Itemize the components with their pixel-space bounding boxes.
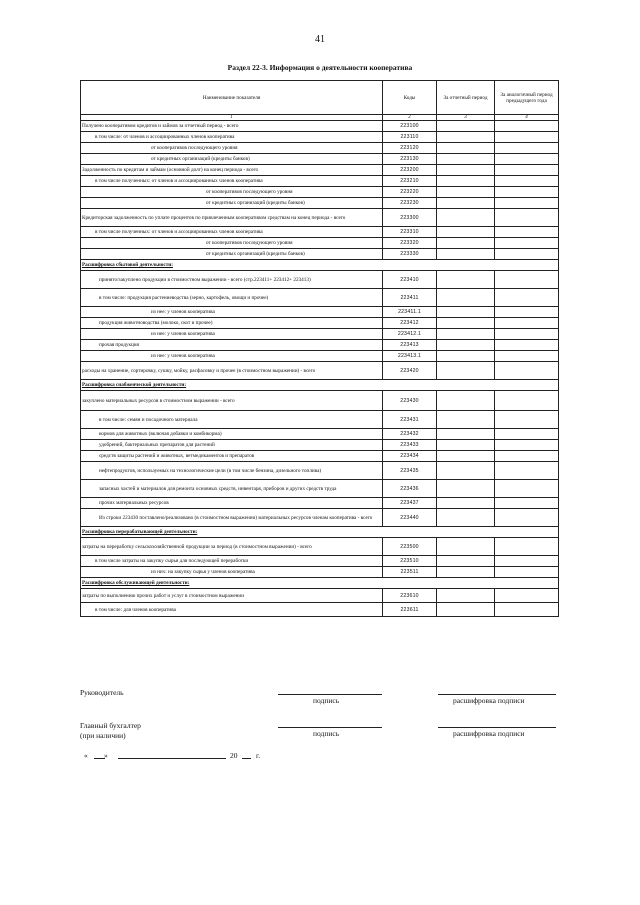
row-code: 223432 [383,429,437,440]
table-row [81,362,559,380]
table-row [81,329,559,340]
indicator-name: прочих материальных ресурсов [81,498,383,509]
previous-period-cell[interactable] [495,440,559,451]
table-row [81,351,559,362]
current-period-cell[interactable] [437,391,495,411]
accountant-sign-caption: подпись [313,729,340,738]
previous-period-cell[interactable] [495,132,559,143]
current-period-cell[interactable] [437,451,495,462]
table-row [81,209,559,227]
previous-period-cell[interactable] [495,391,559,411]
indicator-name: прочая продукция [81,340,383,351]
previous-period-cell[interactable] [495,329,559,340]
current-period-cell[interactable] [437,329,495,340]
table-row [81,440,559,451]
row-code: 223437 [383,498,437,509]
indicator-name: кормов для животных (включая добавки и комбикорма) [81,429,383,440]
table-row [81,121,559,132]
row-code: 223440 [383,509,437,527]
row-code: 223611 [383,603,437,617]
current-period-cell[interactable] [437,271,495,289]
indicator-name: затраты по выполнению прочих работ и услуг в стоимостном выражении [81,589,383,603]
previous-period-cell[interactable] [495,176,559,187]
table-row [81,451,559,462]
table-row [81,603,559,617]
row-code: 223320 [383,238,437,249]
date-year-suffix: г. [256,751,261,760]
table-row [81,176,559,187]
current-period-cell[interactable] [437,132,495,143]
current-period-cell[interactable] [437,176,495,187]
current-period-cell[interactable] [437,603,495,617]
section-title: Раздел 22-3. Информация о деятельности кооператива [227,63,413,72]
previous-period-cell[interactable] [495,538,559,556]
row-code: 223434 [383,451,437,462]
indicator-name: средств защиты растений и животных, ветмедикаментов и препаратов [81,451,383,462]
indicator-name: от кооперативов последующего уровня [81,143,383,154]
table-row [81,238,559,249]
row-code: 223510 [383,556,437,567]
table-header-row [81,81,559,115]
row-code: 223610 [383,589,437,603]
row-code: 223230 [383,198,437,209]
current-period-cell[interactable] [437,589,495,603]
previous-period-cell[interactable] [495,340,559,351]
indicator-name: затраты на переработку сельскохозяйственной продукции за период (в стоимостном выражении) - всего [81,538,383,556]
table-row [81,154,559,165]
table-row [81,249,559,260]
accountant-signature-line [278,727,382,728]
table-row [81,307,559,318]
head-decode-caption: расшифровка подписи [453,696,525,705]
indicator-name: из нее: у членов кооператива [81,351,383,362]
accountant-label: Главный бухгалтер [80,721,141,730]
table-row [81,198,559,209]
previous-period-cell[interactable] [495,480,559,498]
previous-period-cell[interactable] [495,143,559,154]
current-period-cell[interactable] [437,440,495,451]
current-period-cell[interactable] [437,121,495,132]
table-row [81,538,559,556]
date-quote-open: « [84,751,88,760]
row-code: 223412.1 [383,329,437,340]
head-decode-line [438,694,556,695]
section-header-row [81,527,559,538]
indicator-name: продукция животноводства (молоко, скот и прочее) [81,318,383,329]
table-row [81,391,559,411]
previous-period-cell[interactable] [495,451,559,462]
row-code: 223100 [383,121,437,132]
current-period-cell[interactable] [437,429,495,440]
row-code: 223200 [383,165,437,176]
row-code: 223435 [383,462,437,480]
current-period-cell[interactable] [437,480,495,498]
row-code: 223412 [383,318,437,329]
row-code: 223120 [383,143,437,154]
date-year-line [242,758,251,759]
current-period-cell[interactable] [437,165,495,176]
previous-period-cell[interactable] [495,154,559,165]
row-code: 223413.1 [383,351,437,362]
indicator-name: расходы на хранение, сортировку, сушку, мойку, расфасовку и прочее (в стоимостном выражении) - всего [81,362,383,380]
previous-period-cell[interactable] [495,238,559,249]
row-code: 223413 [383,340,437,351]
previous-period-cell[interactable] [495,165,559,176]
section-header-row [81,260,559,271]
row-code: 223433 [383,440,437,451]
previous-period-cell[interactable] [495,121,559,132]
current-period-cell[interactable] [437,318,495,329]
current-period-cell[interactable] [437,307,495,318]
current-period-cell[interactable] [437,462,495,480]
column-index: 3 [437,115,495,121]
previous-period-cell[interactable] [495,351,559,362]
accountant-decode-caption: расшифровка подписи [453,729,525,738]
table-row [81,187,559,198]
previous-period-cell[interactable] [495,271,559,289]
date-quote-close: » [104,751,108,760]
indicator-name: в том числе полученных: от членов и ассоциированных членов кооператива [81,176,383,187]
date-year-prefix: 20 [230,751,238,760]
table-row [81,411,559,429]
table-row [81,132,559,143]
previous-period-cell[interactable] [495,198,559,209]
indicator-name: Получено кооперативом кредитов и займов за отчетный период - всего [81,121,383,132]
head-signature-line [278,694,382,695]
row-code: 223130 [383,154,437,165]
table-row [81,289,559,307]
previous-period-cell[interactable] [495,498,559,509]
table-row [81,589,559,603]
indicator-name: запасных частей и материалов для ремонта основных средств, инвентаря, приборов и других средств труда [81,480,383,498]
section-heading: Расшифровка снабженческой деятельности: [81,380,559,391]
indicator-name: удобрений, бактериальных препаратов для растений [81,440,383,451]
table-row [81,498,559,509]
row-code: 223310 [383,227,437,238]
section-heading: Расшифровка сбытовой деятельности: [81,260,559,271]
current-period-cell[interactable] [437,143,495,154]
row-code: 223330 [383,249,437,260]
table-row [81,509,559,527]
row-code: 223431 [383,411,437,429]
previous-period-cell[interactable] [495,411,559,429]
head-sign-caption: подпись [313,696,340,705]
row-code: 223511 [383,567,437,578]
current-period-cell[interactable] [437,351,495,362]
indicator-name: от кооперативов последующего уровня [81,238,383,249]
previous-period-cell[interactable] [495,589,559,603]
indicator-name: от кооперативов последующего уровня [81,187,383,198]
header-name: Наименование показателя [81,81,383,115]
accountant-decode-line [438,727,556,728]
page-number: 41 [315,34,325,45]
section-heading: Расшифровка перерабатывающей деятельности: [81,527,559,538]
indicator-name: в том числе затраты на закупку сырья для последующей переработки [81,556,383,567]
header-previous-period: За аналогичный период предыдущего года [495,81,559,115]
header-code: Коды [383,81,437,115]
indicator-name: в том числе: семян и посадочного материала [81,411,383,429]
row-code: 223436 [383,480,437,498]
row-code: 223430 [383,391,437,411]
previous-period-cell[interactable] [495,318,559,329]
current-period-cell[interactable] [437,289,495,307]
table-row [81,227,559,238]
table-row [81,143,559,154]
row-code: 223411.1 [383,307,437,318]
current-period-cell[interactable] [437,556,495,567]
table-row [81,165,559,176]
accountant-optional-note: (при наличии) [80,731,126,740]
report-table [80,80,559,617]
previous-period-cell[interactable] [495,567,559,578]
date-month-line [118,758,226,759]
current-period-cell[interactable] [437,209,495,227]
head-label: Руководитель [80,688,124,697]
previous-period-cell[interactable] [495,187,559,198]
table-row [81,429,559,440]
table-row [81,318,559,329]
indicator-name: в том числе: для членов кооператива [81,603,383,617]
row-code: 223411 [383,289,437,307]
previous-period-cell[interactable] [495,307,559,318]
previous-period-cell[interactable] [495,603,559,617]
row-code: 223500 [383,538,437,556]
indicator-name: от кредитных организаций (кредиты банков) [81,154,383,165]
column-index: 2 [383,115,437,121]
current-period-cell[interactable] [437,154,495,165]
current-period-cell[interactable] [437,509,495,527]
previous-period-cell[interactable] [495,509,559,527]
current-period-cell[interactable] [437,411,495,429]
current-period-cell[interactable] [437,498,495,509]
section-header-row [81,380,559,391]
previous-period-cell[interactable] [495,462,559,480]
previous-period-cell[interactable] [495,362,559,380]
indicator-name: из них: на закупку сырья у членов кооператива [81,567,383,578]
current-period-cell[interactable] [437,187,495,198]
indicator-name: из нее: у членов кооператива [81,329,383,340]
row-code: 223410 [383,271,437,289]
section-heading: Расшифровка обслуживающей деятельности: [81,578,559,589]
section-header-row [81,578,559,589]
row-code: 223420 [383,362,437,380]
row-code: 223220 [383,187,437,198]
table-row [81,462,559,480]
indicator-name: принято/закуплено продукции в стоимостном выражении - всего (стр.223411+ 223412+ 223413) [81,271,383,289]
column-index: 1 [81,115,383,121]
current-period-cell[interactable] [437,538,495,556]
indicator-name: закуплено материальных ресурсов в стоимостном выражении - всего [81,391,383,411]
indicator-name: в том числе: продукция растениеводства (зерно, картофель, овощи и прочее) [81,289,383,307]
current-period-cell[interactable] [437,567,495,578]
column-index: 4 [495,115,559,121]
indicator-name: нефтепродуктов, используемых на технологические цели (в том числе бензина, дизельного топлива) [81,462,383,480]
current-period-cell[interactable] [437,340,495,351]
previous-period-cell[interactable] [495,556,559,567]
indicator-name: в том числе полученных: от членов и ассоциированных членов кооператива [81,227,383,238]
indicator-name: Кредиторская задолженность по уплате процентов по привлеченным кооперативом средствам на конец периода - всего [81,209,383,227]
row-code: 223110 [383,132,437,143]
table-row [81,567,559,578]
indicator-name: Задолженность по кредитам и займам (основной долг) на конец периода - всего [81,165,383,176]
indicator-name: из нее: у членов кооператива [81,307,383,318]
current-period-cell[interactable] [437,249,495,260]
header-current-period: За отчетный период [437,81,495,115]
current-period-cell[interactable] [437,198,495,209]
row-code: 223300 [383,209,437,227]
table-row [81,340,559,351]
indicator-name: Из строки 223430 поставлено/реализовано (в стоимостном выражении) материальных ресурсов членам кооператива - всего [81,509,383,527]
indicator-name: от кредитных организаций (кредиты банков) [81,198,383,209]
previous-period-cell[interactable] [495,289,559,307]
table-row [81,271,559,289]
current-period-cell[interactable] [437,227,495,238]
current-period-cell[interactable] [437,238,495,249]
table-row [81,480,559,498]
previous-period-cell[interactable] [495,209,559,227]
indicator-name: от кредитных организаций (кредиты банков) [81,249,383,260]
row-code: 223210 [383,176,437,187]
previous-period-cell[interactable] [495,429,559,440]
table-row [81,556,559,567]
indicator-name: в том числе: от членов и ассоциированных членов кооператива [81,132,383,143]
previous-period-cell[interactable] [495,227,559,238]
current-period-cell[interactable] [437,362,495,380]
previous-period-cell[interactable] [495,249,559,260]
